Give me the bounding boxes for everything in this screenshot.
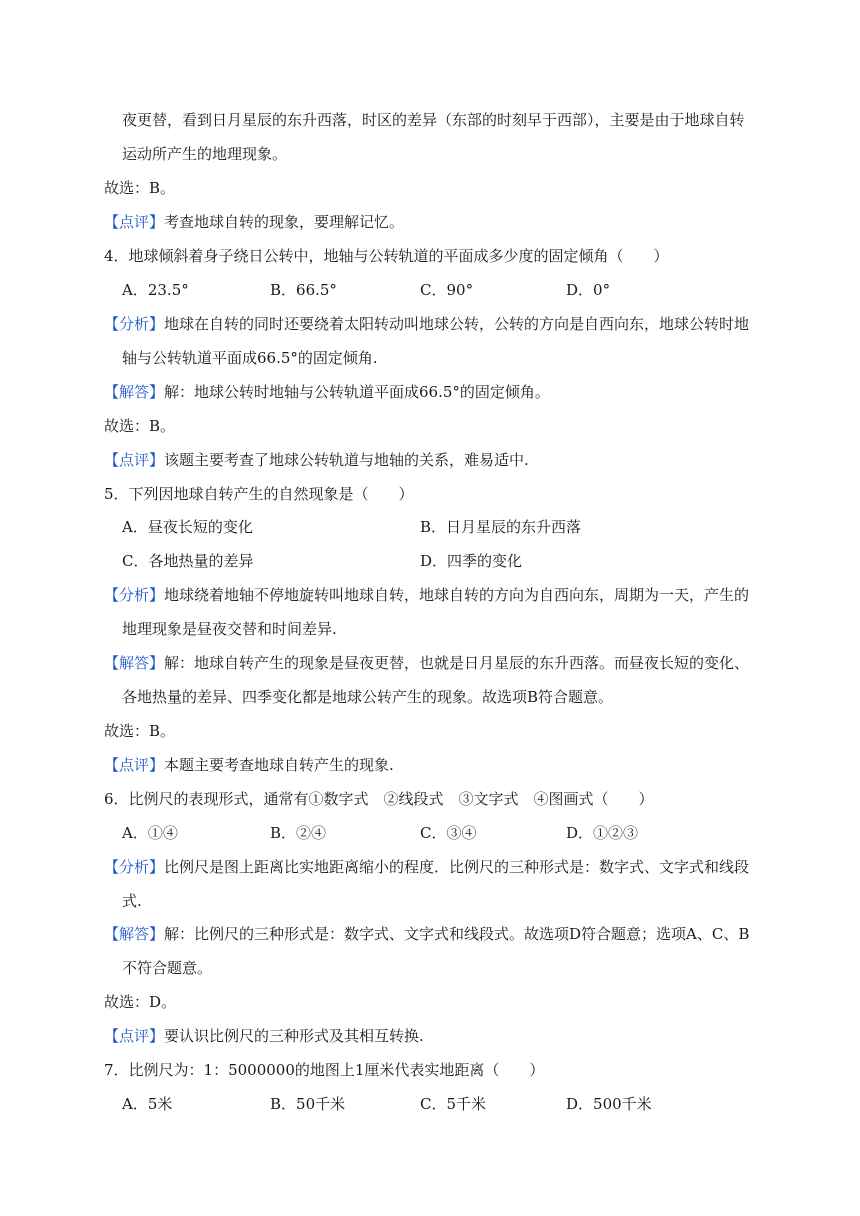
q6-answer: 故选：D。 — [104, 993, 177, 1011]
review-text: 考查地球自转的现象，要理解记忆。 — [164, 213, 405, 231]
q5-stem: 5．下列因地球自转产生的自然现象是（ ） — [104, 485, 414, 503]
q5-option-b: B．日月星辰的东升西落 — [420, 518, 582, 536]
q3-answer: 故选：B。 — [104, 179, 176, 197]
q6-analysis-line1 — [104, 857, 749, 877]
q7-option-a: A．5米 — [122, 1095, 173, 1113]
q5-option-a: A．昼夜长短的变化 — [122, 518, 253, 536]
review-text: 要认识比例尺的三种形式及其相互转换. — [164, 1027, 424, 1045]
q5-review — [104, 755, 394, 775]
review-text: 该题主要考查了地球公转轨道与地轴的关系，难易适中. — [164, 451, 529, 469]
q4-stem: 4．地球倾斜着身子绕日公转中，地轴与公转轨道的平面成多少度的固定倾角（ ） — [104, 247, 669, 265]
review-tag: 【点评】 — [104, 451, 165, 469]
solution-tag: 【解答】 — [104, 383, 165, 401]
review-tag: 【点评】 — [104, 756, 165, 774]
q7-option-b: B．50千米 — [270, 1095, 346, 1113]
q5-option-d: D．四季的变化 — [420, 552, 523, 570]
solution-text: 解：地球自转产生的现象是昼夜更替，也就是日月星辰的东升西落。而昼夜长短的变化、 — [164, 654, 750, 672]
q4-option-d: D．0° — [566, 281, 611, 299]
q5-analysis-line1 — [104, 585, 749, 605]
q4-option-a: A．23.5° — [122, 281, 189, 299]
q5-analysis-line2: 地理现象是昼夜交替和时间差异. — [122, 620, 337, 638]
analysis-tag: 【分析】 — [104, 315, 165, 333]
q6-option-c: C．③④ — [420, 824, 477, 842]
q3-review — [104, 212, 404, 232]
analysis-text: 比例尺是图上距离比实地距离缩小的程度．比例尺的三种形式是：数字式、文字式和线段 — [164, 858, 750, 876]
analysis-text: 地球在自转的同时还要绕着太阳转动叫地球公转，公转的方向是自西向东，地球公转时地 — [164, 315, 750, 333]
analysis-tag: 【分析】 — [104, 858, 165, 876]
q7-stem: 7．比例尺为：1：5000000的地图上1厘米代表实地距离（ ） — [104, 1061, 545, 1079]
q7-option-c: C．5千米 — [420, 1095, 487, 1113]
solution-tag: 【解答】 — [104, 925, 165, 943]
solution-text: 解：比例尺的三种形式是：数字式、文字式和线段式。故选项D符合题意；选项A、C、B — [164, 925, 750, 943]
q4-review — [104, 450, 529, 470]
q6-option-d: D．①②③ — [566, 824, 639, 842]
q3-explanation-line2: 运动所产生的地理现象。 — [122, 145, 288, 163]
q7-option-d: D．500千米 — [566, 1095, 652, 1113]
q4-answer: 故选：B。 — [104, 417, 176, 435]
q4-option-c: C．90° — [420, 281, 474, 299]
q6-review — [104, 1026, 424, 1046]
review-tag: 【点评】 — [104, 213, 165, 231]
q5-option-c: C．各地热量的差异 — [122, 552, 254, 570]
q6-solution-line2: 不符合题意。 — [122, 959, 213, 977]
q4-analysis-line1 — [104, 314, 749, 334]
solution-text: 解：地球公转时地轴与公转轨道平面成66.5°的固定倾角。 — [164, 383, 550, 401]
q3-explanation-line1: 夜更替，看到日月星辰的东升西落，时区的差异（东部的时刻早于西部），主要是由于地球自转 — [122, 111, 745, 129]
q6-stem: 6．比例尺的表现形式，通常有①数字式 ②线段式 ③文字式 ④图画式（ ） — [104, 790, 654, 808]
q5-answer: 故选：B。 — [104, 722, 176, 740]
analysis-tag: 【分析】 — [104, 586, 165, 604]
q4-analysis-line2: 轴与公转轨道平面成66.5°的固定倾角. — [122, 349, 378, 367]
review-tag: 【点评】 — [104, 1027, 165, 1045]
q6-option-a: A．①④ — [122, 824, 178, 842]
analysis-text: 地球绕着地轴不停地旋转叫地球自转，地球自转的方向为自西向东，周期为一天，产生的 — [164, 586, 750, 604]
review-text: 本题主要考查地球自转产生的现象. — [164, 756, 394, 774]
q5-solution-line2: 各地热量的差异、四季变化都是地球公转产生的现象。故选项B符合题意。 — [122, 688, 614, 706]
q5-solution-line1 — [104, 653, 749, 673]
q6-option-b: B．②④ — [270, 824, 327, 842]
q6-solution-line1 — [104, 924, 749, 944]
q4-option-b: B．66.5° — [270, 281, 337, 299]
solution-tag: 【解答】 — [104, 654, 165, 672]
q6-analysis-line2: 式. — [122, 892, 142, 910]
q4-solution — [104, 382, 550, 402]
